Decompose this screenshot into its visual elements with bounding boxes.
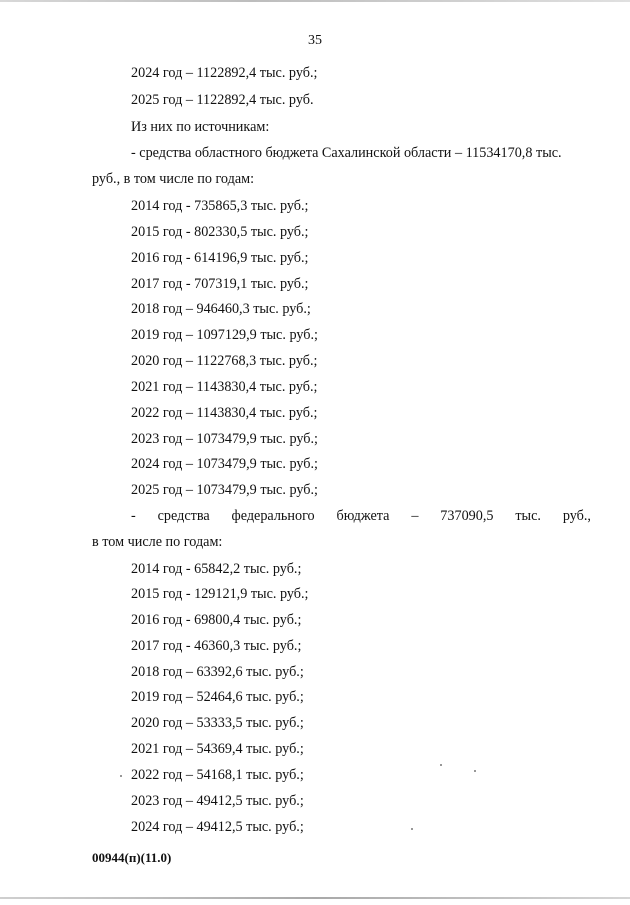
document-code: 00944(п)(11.0) <box>92 850 172 865</box>
scan-edge-top <box>0 0 630 2</box>
list-item: 2022 год – 54168,1 тыс. руб.; <box>131 767 304 783</box>
federal-budget-line <box>131 507 591 525</box>
word: средства <box>157 508 210 524</box>
page-number: 35 <box>308 33 322 48</box>
scan-speck <box>411 828 413 830</box>
text-line: - средства областного бюджета Сахалинской области – 11534170,8 тыс. <box>131 145 562 161</box>
list-item: 2025 год – 1073479,9 тыс. руб.; <box>131 482 318 498</box>
word: 737090,5 <box>440 508 494 524</box>
text-line: 2025 год – 1122892,4 тыс. руб. <box>131 92 314 108</box>
list-item: 2024 год – 49412,5 тыс. руб.; <box>131 819 304 835</box>
list-item: 2015 год - 129121,9 тыс. руб.; <box>131 586 309 602</box>
word: тыс. <box>515 508 541 524</box>
list-item: 2021 год – 54369,4 тыс. руб.; <box>131 741 304 757</box>
list-item: 2017 год - 46360,3 тыс. руб.; <box>131 638 302 654</box>
list-item: 2016 год - 69800,4 тыс. руб.; <box>131 612 302 628</box>
text-line: руб., в том числе по годам: <box>92 171 255 187</box>
word: руб., <box>562 508 591 524</box>
list-item: 2018 год – 946460,3 тыс. руб.; <box>131 301 311 317</box>
word: - <box>131 508 136 524</box>
scan-edge-bottom <box>0 897 630 899</box>
list-item: 2014 год - 65842,2 тыс. руб.; <box>131 561 302 577</box>
list-item: 2017 год - 707319,1 тыс. руб.; <box>131 276 309 292</box>
list-item: 2023 год – 1073479,9 тыс. руб.; <box>131 431 318 447</box>
scan-speck <box>474 770 476 772</box>
list-item: 2014 год - 735865,3 тыс. руб.; <box>131 198 309 214</box>
word: федерального <box>231 508 315 524</box>
list-item: 2020 год – 53333,5 тыс. руб.; <box>131 715 304 731</box>
list-item: 2016 год - 614196,9 тыс. руб.; <box>131 250 309 266</box>
text-line: Из них по источникам: <box>131 119 270 135</box>
list-item: 2023 год – 49412,5 тыс. руб.; <box>131 793 304 809</box>
list-item: 2015 год - 802330,5 тыс. руб.; <box>131 224 309 240</box>
list-item: 2024 год – 1073479,9 тыс. руб.; <box>131 456 318 472</box>
list-item: 2019 год – 52464,6 тыс. руб.; <box>131 689 304 705</box>
scan-speck <box>440 764 442 766</box>
list-item: 2022 год – 1143830,4 тыс. руб.; <box>131 405 318 421</box>
word: – <box>411 508 419 524</box>
text-line: в том числе по годам: <box>92 534 223 550</box>
list-item: 2018 год – 63392,6 тыс. руб.; <box>131 664 304 680</box>
scan-speck <box>120 775 122 777</box>
list-item: 2021 год – 1143830,4 тыс. руб.; <box>131 379 318 395</box>
text-line: 2024 год – 1122892,4 тыс. руб.; <box>131 65 318 81</box>
list-item: 2020 год – 1122768,3 тыс. руб.; <box>131 353 318 369</box>
word: бюджета <box>336 508 390 524</box>
list-item: 2019 год – 1097129,9 тыс. руб.; <box>131 327 318 343</box>
